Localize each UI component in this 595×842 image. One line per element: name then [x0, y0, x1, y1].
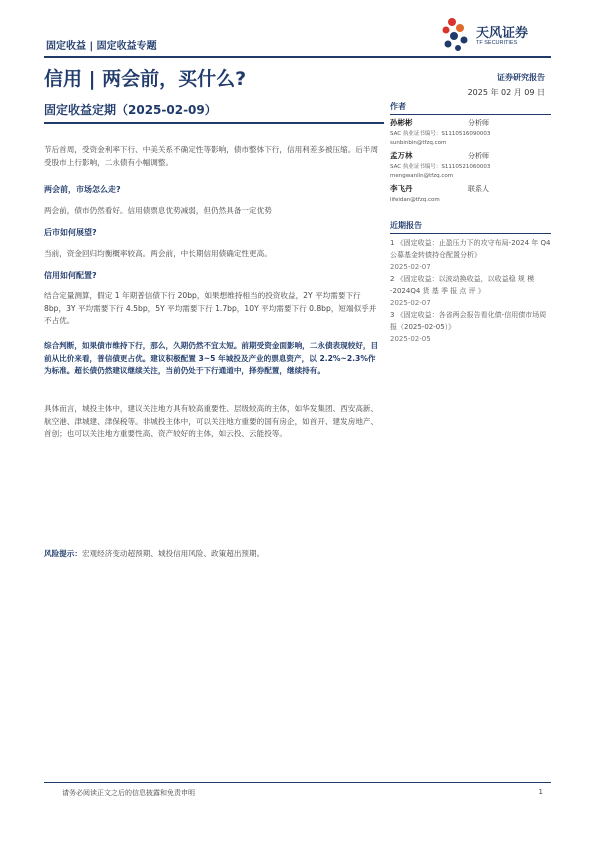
recent-report-date: 2025-02-07 [390, 299, 431, 307]
author-email[interactable]: mengwanlin@tfzq.com [390, 173, 454, 179]
section-heading: 后市如何展望? [44, 228, 97, 237]
recent-heading: 近期报告 [390, 221, 422, 230]
authors-divider [390, 114, 551, 115]
recent-report-title[interactable]: 2 《固定收益：以波动换收益，以收益稳 规 模 -2024Q4 货 基 季 报 点 评 》 [390, 275, 535, 295]
section-paragraph: 结合定量测算，假定 1 年期普信债下行 20bp，如果想维持相当的投资收益，2Y 平均需要下行 8bp，3Y 平均需要下行 4.5bp，5Y 平均需要下行 1.7bp，10Y 平均需要下行 0.8bp，短端似乎并不占优。 [44, 291, 377, 325]
risk-label: 风险提示： [44, 549, 82, 558]
author-cert: SAC 执业证书编号：S1110521060003 [390, 163, 491, 170]
author-role: 分析师 [468, 119, 489, 127]
author-card [390, 151, 551, 182]
authors-heading: 作者 [390, 102, 406, 111]
section-paragraph: 当前，资金回归均衡概率较高。两会前，中长期信用债确定性更高。 [44, 249, 272, 258]
page-subtitle: 固定收益定期（2025-02-09） [44, 103, 217, 117]
recent-report-title[interactable]: 3 《固定收益：各省两会报告看化债-信用债市场周报（2025-02-05）》 [390, 311, 547, 331]
intro-paragraph: 节后首周，受资金利率下行、中美关系不确定性等影响，债市整体下行，信用利差多被压缩。后半周受股市上行影响，二永债有小幅调整。 [44, 145, 379, 167]
author-name: 李飞丹 [390, 184, 413, 193]
logo-subtitle: TF SECURITIES [476, 40, 518, 46]
recent-report-item[interactable] [390, 237, 551, 273]
author-email[interactable]: sunbinbin@tfzq.com [390, 140, 447, 146]
risk-text: 宏观经济变动超预期、城投信用风险、政策超出预期。 [81, 549, 265, 558]
report-type: 证券研究报告 [497, 73, 545, 82]
header-category: 固定收益 | 固定收益专题 [46, 41, 157, 52]
section-heading: 两会前，市场怎么走? [44, 185, 121, 194]
header-divider [44, 56, 551, 58]
summary-paragraph: 综合判断，如果债市维持下行，那么，久期仍然不宜太短。前期受资金面影响，二永债表现较好，目前从比价来看，普信债更占优。建议积极配置 3~5 年城投及产业的票息资产，以 2.2%~2.3%作为标准。超长债仍然建议继续关注，当前仍处于下行通道中，择券配置，继续持有。 [44, 341, 379, 375]
recent-report-date: 2025-02-05 [390, 335, 431, 343]
section-paragraph: 两会前，债市仍然看好。信用债票息优势减弱，但仍然具备一定优势 [44, 206, 272, 215]
author-role: 联系人 [468, 185, 489, 193]
recent-reports-list [390, 237, 551, 345]
author-card [390, 118, 551, 149]
recent-report-item[interactable] [390, 273, 551, 309]
recent-divider [390, 233, 551, 234]
report-date: 2025 年 02 月 09 日 [467, 88, 545, 97]
recent-report-title[interactable]: 1 《固定收益：止盈压力下的攻守布局-2024 年 Q4 公募基金转债持仓配置分析》 [390, 239, 551, 259]
risk-notice [44, 548, 264, 559]
author-role: 分析师 [468, 152, 489, 160]
author-card [390, 184, 551, 205]
author-name: 孟万林 [390, 151, 413, 160]
footer-disclaimer: 请务必阅读正文之后的信息披露和免责申明 [62, 789, 195, 797]
detail-paragraph: 具体而言，城投主体中，建议关注地方具有较高重要性、层级较高的主体，如华发集团、西安高新、航空港、津城建、津保税等。非城投主体中，可以关注地方重要的国有房企，如首开、建发房地产、首创；也可以关注地方重要性高、资产较好的主体，如云投、云能投等。 [44, 404, 379, 438]
subtitle-divider [44, 122, 384, 124]
author-cert: SAC 执业证书编号：S1110516090003 [390, 130, 491, 137]
recent-report-item[interactable] [390, 309, 551, 345]
author-email[interactable]: lifeidan@tfzq.com [390, 196, 440, 203]
footer-divider [44, 782, 551, 783]
logo-name: 天风证券 [476, 26, 529, 41]
recent-report-date: 2025-02-07 [390, 263, 431, 271]
author-name: 孙彬彬 [390, 118, 413, 127]
page-title: 信用 | 两会前，买什么? [44, 68, 247, 90]
page-number: 1 [538, 788, 543, 796]
section-heading: 信用如何配置? [44, 271, 97, 280]
